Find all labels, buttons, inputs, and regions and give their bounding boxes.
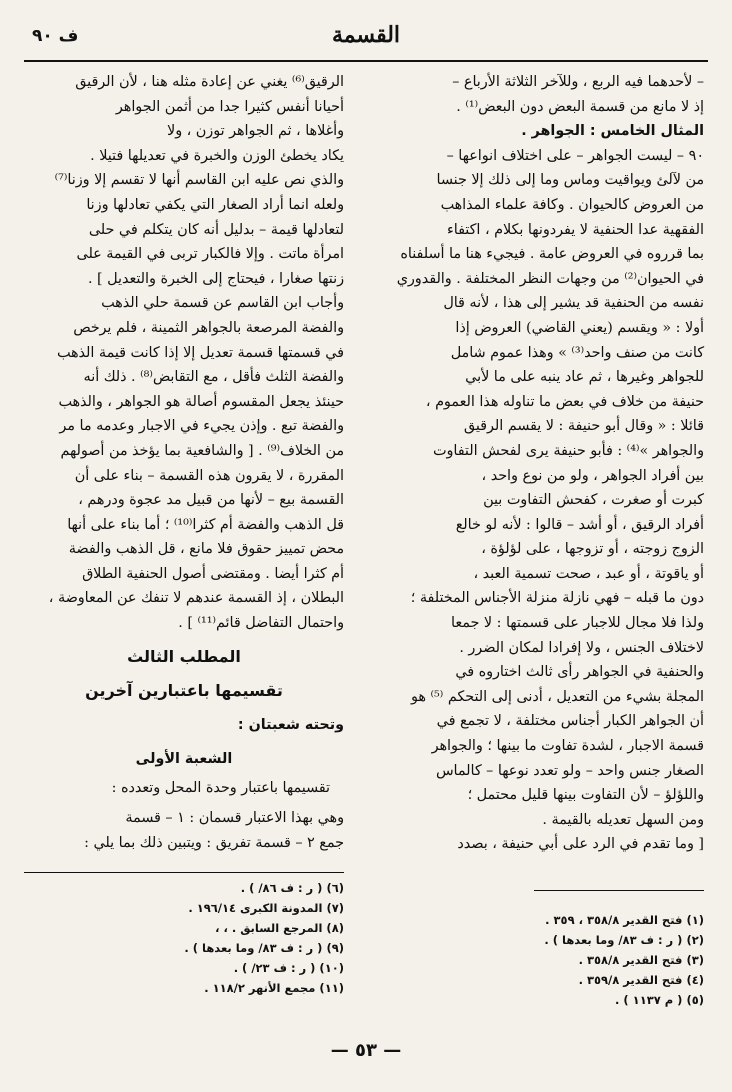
text-line: دون ما قبله – فهي نازلة منزلة الأجناس المختلفة ؛ [410, 590, 704, 607]
branch1-heading: الشعبة الأولى [135, 750, 233, 767]
text-line: والجواهر »⁽⁴⁾ : فأبو حنيفة يرى لفحش التفاوت [432, 442, 704, 459]
text-line: ومن السهل تعديله بالقيمة . [542, 811, 704, 828]
page-header [24, 22, 708, 62]
footnotes-right [384, 910, 704, 1010]
section-number: ف ٩٠ [32, 26, 79, 46]
text-line: والحنفية في الجواهر رأى ثالث اختاروه في [455, 664, 704, 681]
page-number: — ٥٣ — [330, 1040, 402, 1061]
footnotes-left [24, 878, 344, 998]
text-line: أن الجواهر الكبار أجناس مختلفة ، لا تجمع في [436, 713, 704, 730]
footnote: (١) فتح القدير ٣٥٨/٨ ، ٣٥٩ . [545, 913, 704, 927]
text-line: أحيانا أنفس كثيرا جدا من أثمن الجواهر [115, 98, 344, 115]
text-line: القسمة بيع – لأنها من قبيل مد عجوة ودرهم ، [78, 492, 344, 509]
text-line: الزوج زوجته ، أو تزوجها ، على لؤلؤة ، [481, 541, 704, 558]
text-line: نفسه من الحنفية قد يشير إلى هذا ، لأنه قال [443, 295, 704, 312]
text-line: المقررة ، لا يقرون هذه القسمة – بناء على أن [74, 467, 344, 484]
text-line: وأغلاها ، ثم الجواهر توزن ، ولا [167, 123, 344, 140]
text-line: من الخلاف⁽⁹⁾ . [ والشافعية بما يؤخذ من أصولهم [60, 442, 344, 459]
branches-heading: وتحته شعبتان : [237, 716, 344, 733]
text-line: بما قرروه في العروض عامة . فيجيء هنا ما أسلفناه [400, 246, 704, 263]
text-line: في الحيوان⁽²⁾ من وجهات النظر المختلفة . والقدوري [396, 270, 704, 287]
text-line: من العروض كالحيوان . وكافة علماء المذاهب [440, 196, 704, 213]
text-line: واللؤلؤ – لأن التفاوت بينها قليل محتمل ؛ [467, 787, 704, 804]
text-line: الفقهية عدا الحنفية لا يفردونها بكلام ، اكتفاء [447, 221, 704, 238]
text-line: ٩٠ – ليست الجواهر – على اختلاف انواعها – [446, 147, 704, 164]
text-line: للجواهر وغيرها ، ثم عاد ينبه على ما لأبي [465, 369, 704, 386]
text-line: أفراد الرقيق ، أو أشد – قالوا : لأنه لو خالع [455, 516, 704, 533]
left-column-body [24, 70, 344, 636]
text-line: قل الذهب والفضة أم كثرا⁽¹⁰⁾ ؛ أما بناء على أنها [67, 516, 344, 533]
text-line: لاختلاف الجنس ، ولا إفرادا لمكان الضرر . [459, 639, 704, 656]
text-line: المجلة بشيء من التعديل ، أدنى إلى التحكم ⁽⁵⁾ هو [411, 688, 704, 705]
text-line: بين أفراد الجواهر ، ولو من نوع واحد ، [481, 467, 704, 484]
text-line: البطلان ، إذ القسمة عندهم لا تنفك عن المعاوضة ، [48, 590, 344, 607]
text-line: والفضة تبع . وإذن يجيء في الاجبار وعدمه ما مر [59, 418, 344, 435]
text-line: والفضة الثلث فأقل ، مع التقابض⁽⁸⁾ . ذلك أنه [83, 369, 344, 386]
text-line: كانت من صنف واحد⁽³⁾ » وهذا عموم شامل [450, 344, 704, 361]
text-line: – لأحدهما فيه الربع ، وللآخر الثلاثة الأرباع – [452, 74, 704, 90]
branch1-desc: تقسيمها باعتبار وحدة المحل وتعدده : [111, 779, 330, 796]
matlab-title: تقسيمها باعتبارين آخرين [85, 680, 283, 700]
text-line: أولا : « ويقسم (يعني القاضي) العروض إذا [455, 319, 704, 336]
footnote: (٢) ( ر : ف ٨٣/ وما بعدها ) . [544, 933, 704, 947]
footnote: (١٠) ( ر : ف ٢٣/ ) . [233, 961, 344, 975]
footnote: (٩) ( ر : ف ٨٣/ وما بعدها ) . [184, 941, 344, 955]
text-line: محض تمييز حقوق فلا مانع ، قل الذهب والفضة [68, 541, 344, 558]
text-line: حينئذ يجعل المقسوم أصالة هو الجواهر ، والذهب [58, 393, 344, 410]
text-line: الصغار جنس واحد – ولو تعدد نوعها – كالماس [436, 762, 704, 779]
footnote-rule-right [534, 890, 704, 891]
text-line: أم كثرا أيضا . ومقتضى أصول الحنفية الطلاق [82, 565, 344, 582]
text-line: [ وما تقدم في الرد على أبي حنيفة ، بصدد [457, 836, 704, 853]
running-title: القسمة [331, 22, 401, 48]
text-line: إذ لا مانع من قسمة البعض دون البعض⁽¹⁾ . [456, 98, 704, 115]
text-line: في قسمتها قسمة تعديل إلا إذا كانت قيمة الذهب [56, 344, 344, 361]
text-line: زنتها صغارا ، فيحتاج إلى الخبرة والتعديل ] . [87, 270, 344, 287]
footnote: (٨) المرجع السابق . ، ، [215, 921, 344, 935]
footnote-rule-left [24, 872, 344, 873]
text-line: من لآلئ ويواقيت وماس وما إلى ذلك إلا جنسا [436, 172, 704, 189]
text-line: ولعله انما أراد الصغار التي يكفي تعادلها وزنا [86, 196, 344, 213]
footnote: (٧) المدونة الكبرى ١٩٦/١٤ . [188, 901, 344, 915]
right-column [384, 70, 704, 857]
example-heading: المثال الخامس : الجواهر . [521, 123, 704, 140]
text-line: امرأة ماتت . وإلا فالكبار تربى في القيمة على [76, 246, 344, 263]
text-line: وأجاب ابن القاسم عن قسمة حلي الذهب [101, 295, 344, 312]
footnote: (٤) فتح القدير ٣٥٩/٨ . [578, 973, 704, 987]
left-column [24, 70, 344, 855]
section-line-2: جمع ٢ – قسمة تفريق : ويتبين ذلك بما يلي : [84, 834, 344, 851]
footnote: (٦) ( ر : ف ٨٦/ ) . [240, 881, 344, 895]
text-line: حنيفة من خلاف في بعض ما تناوله هذا العموم ، [425, 393, 704, 410]
header-rule [24, 60, 708, 62]
text-line: يكاد يخطئ الوزن والخبرة في تعديلها فتيلا . [90, 147, 344, 164]
text-line: والذي نص عليه ابن القاسم أنها لا تقسم إلا وزنا⁽⁷⁾ [54, 172, 344, 189]
footnote: (١١) مجمع الأنهر ١١٨/٢ . [204, 981, 344, 995]
text-line: والفضة المرصعة بالجواهر الثمينة ، فلم يرخص [73, 319, 344, 336]
footnote: (٣) فتح القدير ٣٥٨/٨ . [578, 953, 704, 967]
text-line: كبرت أو صغرت ، كفحش التفاوت بين [483, 492, 704, 509]
footnote: (٥) ( م ١١٣٧ ) . [615, 993, 704, 1007]
section-line-1: وهي بهذا الاعتبار قسمان : ١ – قسمة [125, 810, 344, 827]
text-line: قسمة الاجبار ، لشدة تفاوت ما بينها ؛ والجواهر [431, 738, 704, 755]
text-line: ولذا فلا مجال للاجبار على قسمتها : لا جمعا [450, 615, 704, 632]
text-line: لتعادلها قيمة – بدليل أنه كان يتكلم في حلى [88, 221, 344, 238]
text-line: قائلا : « وقال أبو حنيفة : لا يقسم الرقيق [463, 418, 704, 435]
text-line: أو ياقوتة ، أو عبد ، صحت تسمية العبد ، [473, 565, 704, 582]
text-line: الرقيق⁽⁶⁾ يغني عن إعادة مثله هنا ، لأن الرقيق [75, 74, 344, 90]
text-line: واحتمال التفاضل قائم⁽¹¹⁾ ] . [178, 615, 344, 632]
matlab-heading: المطلب الثالث [127, 646, 241, 666]
